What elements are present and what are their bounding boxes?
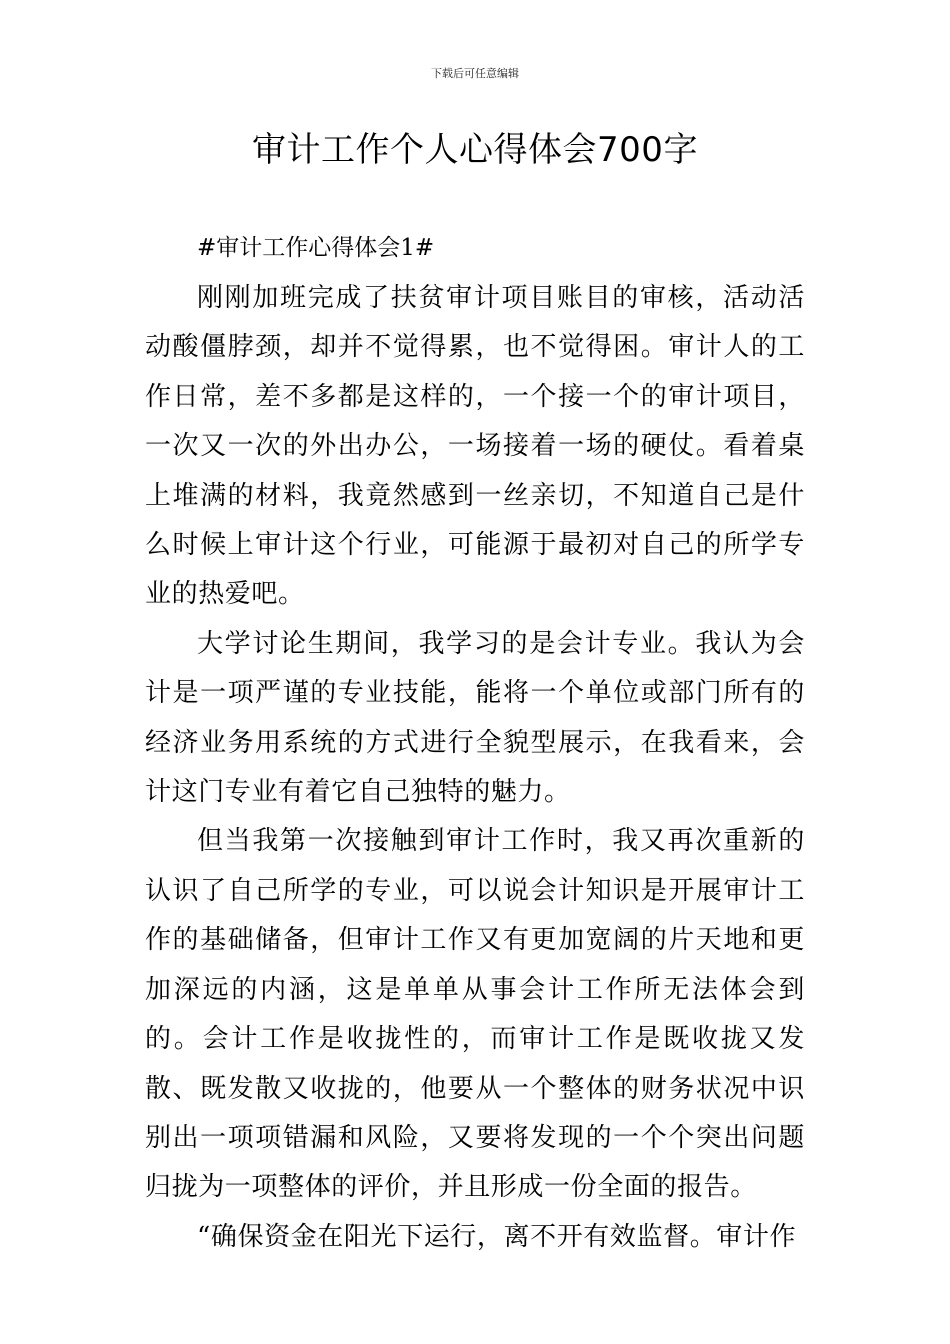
paragraph-1: 刚刚加班完成了扶贫审计项目账目的审核，活动活动酸僵脖颈，却并不觉得累，也不觉得困。审计人的工作日常，差不多都是这样的，一个接一个的审计项目，一次又一次的外出办公，一场接着一场的硬仗。看着桌上堆满的材料，我竟然感到一丝亲切，不知道自己是什么时候上审计这个行业，可能源于最初对自己的所学专业的热爱吧。 <box>145 283 805 610</box>
paragraph-4: “确保资金在阳光下运行，离不开有效监督。审计作 <box>197 1221 797 1252</box>
document-title: 审计工作个人心得体会700字 <box>252 130 698 170</box>
document-body <box>145 226 805 1262</box>
paragraph-2: 大学讨论生期间，我学习的是会计专业。我认为会计是一项严谨的专业技能，能将一个单位或部门所有的经济业务用系统的方式进行全貌型展示，在我看来，会计这门专业有着它自己独特的魅力。 <box>145 628 805 808</box>
header-note: 下载后可任意编辑 <box>431 67 519 80</box>
paragraph-3: 但当我第一次接触到审计工作时，我又再次重新的认识了自己所学的专业，可以说会计知识是开展审计工作的基础储备，但审计工作又有更加宽阔的片天地和更加深远的内涵，这是单单从事会计工作所无法体会到的。会计工作是收拢性的，而审计工作是既收拢又发散、既发散又收拢的，他要从一个整体的财务状况中识别出一项项错漏和风险，又要将发现的一个个突出问题归拢为一项整体的评价，并且形成一份全面的报告。 <box>145 826 805 1203</box>
section-heading: #审计工作心得体会1# <box>197 235 435 261</box>
